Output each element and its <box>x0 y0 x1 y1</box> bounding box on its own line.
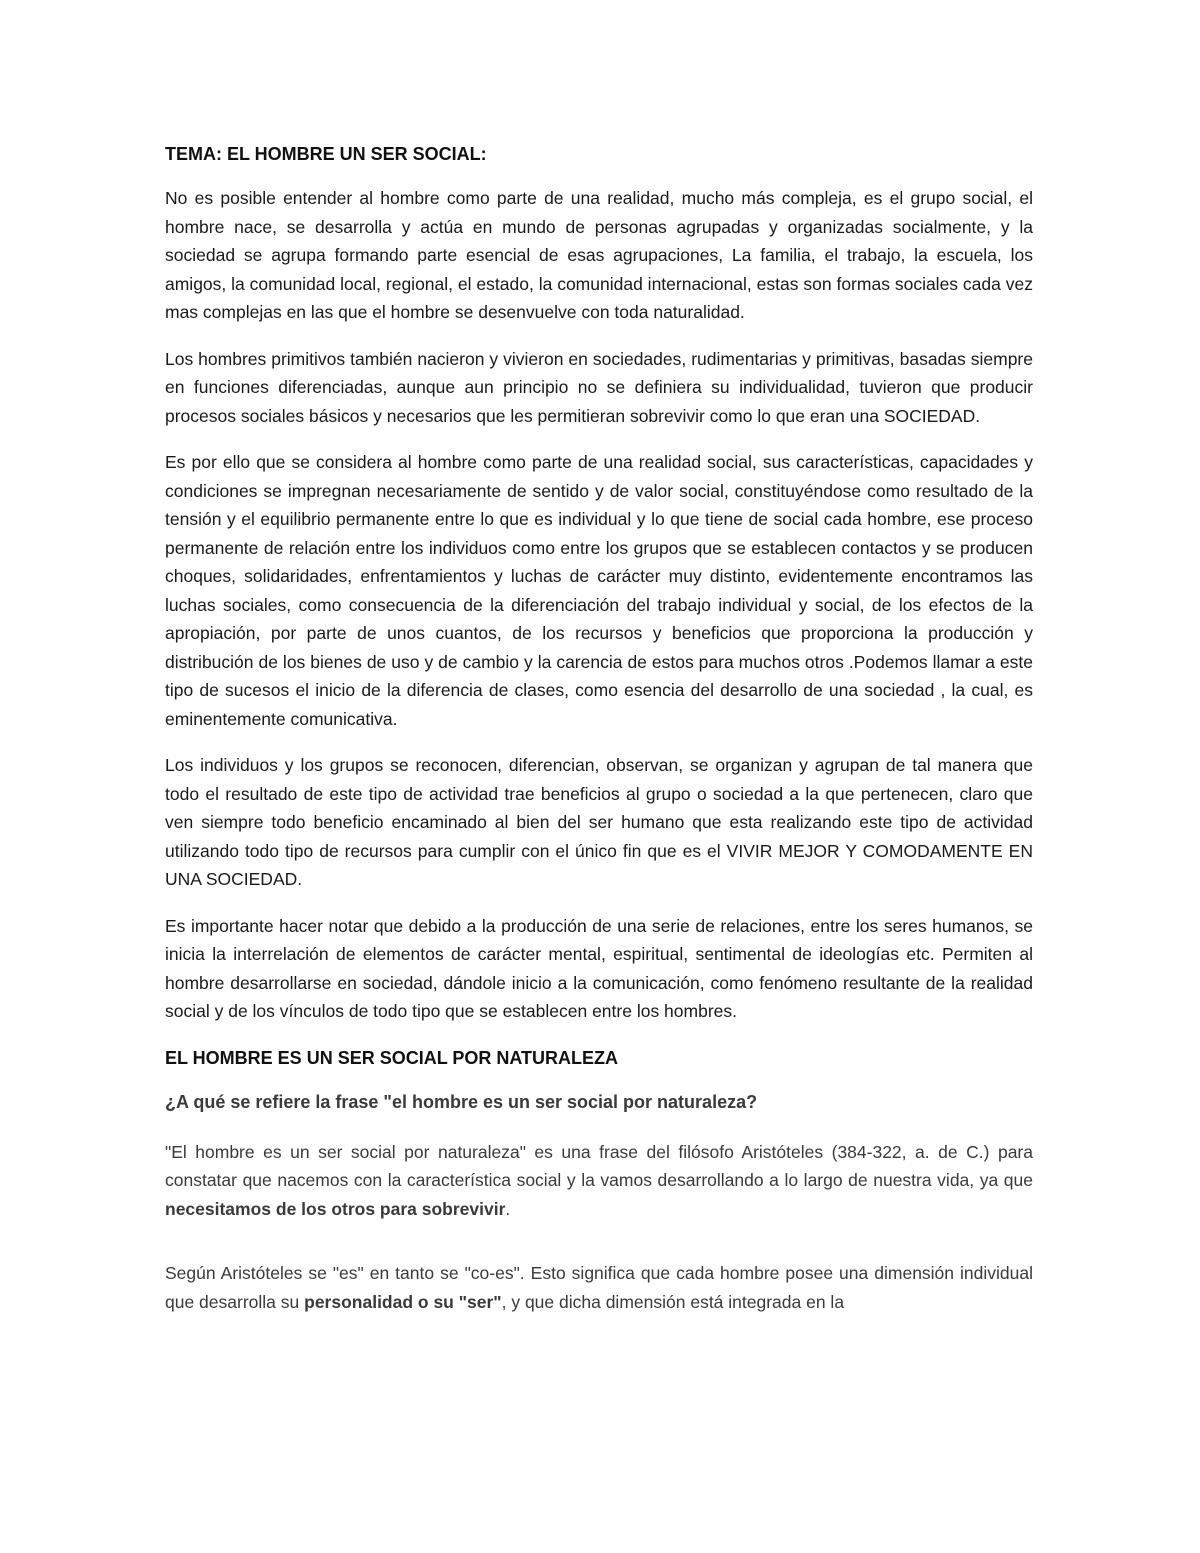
section-heading: EL HOMBRE ES UN SER SOCIAL POR NATURALEZA <box>165 1047 619 1068</box>
quote-text-before: "El hombre es un ser social por naturaleza" es una frase del filósofo Aristóteles (384-322, a. de C.) para constatar que nacemos con la característica social y la vamos desarrollando a lo largo de nuestra vida, ya que <box>165 1141 1033 1190</box>
quote-paragraph <box>165 1138 1033 1224</box>
paragraph-5: Es importante hacer notar que debido a la producción de una serie de relaciones, entre los seres humanos, se inicia la interrelación de elementos de carácter mental, espiritual, sentimental de ideologías etc. Permiten al hombre desarrollarse en sociedad, dándole inicio a la comunicación, como fenómeno resultante de la realidad social y de los vínculos de todo tipo que se establecen entre los hombres. <box>165 915 1033 1021</box>
section-question: ¿A qué se refiere la frase "el hombre es un ser social por naturaleza? <box>165 1091 758 1112</box>
last-text-before: Según Aristóteles se "es" en tanto se "co-es". Esto significa que cada hombre posee una dimensión individual que desarrolla su <box>165 1263 1033 1312</box>
last-paragraph <box>165 1259 1033 1316</box>
document-title: TEMA: EL HOMBRE UN SER SOCIAL: <box>165 144 487 164</box>
last-text-bold: personalidad o su "ser" <box>304 1291 502 1312</box>
last-text-after: , y que dicha dimensión está integrada en la <box>501 1291 845 1312</box>
paragraph-1: No es posible entender al hombre como parte de una realidad, mucho más compleja, es el grupo social, el hombre nace, se desarrolla y actúa en mundo de personas agrupadas y organizadas socialmente, y la sociedad se agrupa formando parte esencial de esas agrupaciones, La familia, el trabajo, la escuela, los amigos, la comunidad local, regional, el estado, la comunidad internacional, estas son formas sociales cada vez mas complejas en las que el hombre se desenvuelve con toda naturalidad. <box>165 188 1033 322</box>
paragraph-2: Los hombres primitivos también nacieron y vivieron en sociedades, rudimentarias y primitivas, basadas siempre en funciones diferenciadas, aunque aun principio no se definiera su individualidad, tuvieron que producir procesos sociales básicos y necesarios que les permitieran sobrevivir como lo que eran una SOCIEDAD. <box>165 348 1033 426</box>
document-page <box>165 140 1033 1334</box>
quote-text-after: . <box>505 1198 511 1219</box>
quote-text-bold: necesitamos de los otros para sobrevivir <box>165 1198 506 1219</box>
paragraph-4: Los individuos y los grupos se reconocen, diferencian, observan, se organizan y agrupan de tal manera que todo el resultado de este tipo de actividad trae beneficios al grupo o sociedad a la que pertenecen, claro que ven siempre todo beneficio encaminado al bien del ser humano que esta realizando este tipo de actividad utilizando todo tipo de recursos para cumplir con el único fin que es el VIVIR MEJOR Y COMODAMENTE EN UNA SOCIEDAD. <box>165 755 1033 889</box>
paragraph-3: Es por ello que se considera al hombre como parte de una realidad social, sus características, capacidades y condiciones se impregnan necesariamente de sentido y de valor social, constituyéndose como resultado de la tensión y el equilibrio permanente entre lo que es individual y lo que tiene de social cada hombre, ese proceso permanente de relación entre los individuos como entre los grupos que se establecen contactos y se producen choques, solidaridades, enfrentamientos y luchas de carácter muy distinto, evidentemente encontramos las luchas sociales, como consecuencia de la diferenciación del trabajo individual y social, de los efectos de la apropiación, por parte de unos cuantos, de los recursos y beneficios que proporciona la producción y distribución de los bienes de uso y de cambio y la carencia de estos para muchos otros .Podemos llamar a este tipo de sucesos el inicio de la diferencia de clases, como esencia del desarrollo de una sociedad , la cual, es eminentemente comunicativa. <box>165 452 1033 729</box>
